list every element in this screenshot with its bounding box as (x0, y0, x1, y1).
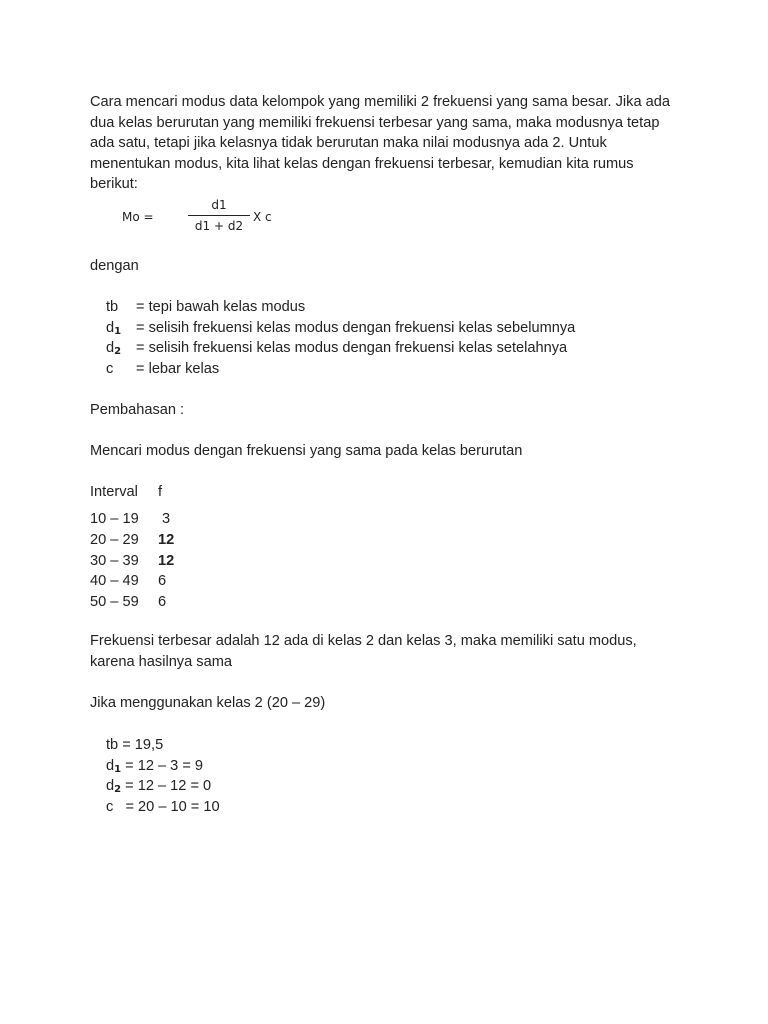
definition-symbol: c (106, 360, 114, 377)
definition-text: = selisih frekuensi kelas modus dengan frekuensi kelas sebelumnya (136, 319, 576, 336)
definition-item (106, 297, 575, 318)
table-row (90, 530, 198, 551)
calculation-list (106, 735, 220, 817)
calculation-item: $d_1 = 12 - 3 = 9$ (106, 757, 204, 775)
document-page (90, 0, 690, 1024)
fraction-bar (188, 215, 250, 216)
row-interval: 20 – 29 (90, 531, 139, 548)
intro-paragraph: Cara mencari modus data kelompok yang memiliki 2 frekuensi yang sama besar. Jika ada dua kelas berurutan yang memiliki frekuensi terbesar yang sama, maka modusnya tetap ada satu, tetapi jika kelasnya tidak berurutan maka nilai modusnya ada 2. Untuk menentukan modus, kita lihat kelas dengan frekuensi terbesar, kemudian kita rumus berikut: (90, 94, 670, 192)
terbesar-paragraph: Frekuensi terbesar adalah 12 ada di kelas 2 dan kelas 3, maka memiliki satu modus, karena hasilnya sama (90, 633, 637, 670)
formula-numerator: d1 (211, 198, 227, 212)
frequency-table-header (90, 482, 198, 503)
row-interval: 50 – 59 (90, 594, 139, 611)
calculation-item: tb = 19,5 (106, 737, 164, 753)
mencari-paragraph: Mencari modus dengan frekuensi yang sama pada kelas berurutan (90, 443, 523, 459)
pembahasan-heading: Pembahasan : (90, 402, 185, 418)
formula-denominator: d1 + d2 (194, 219, 244, 234)
definition-text: = tepi bawah kelas modus (136, 299, 306, 315)
table-row (90, 592, 198, 613)
row-frequency: 6 (158, 594, 167, 611)
definition-symbol: $d_1$ (106, 319, 122, 337)
definition-symbol: $d_2$ (106, 340, 122, 357)
row-interval: 40 – 49 (90, 573, 139, 590)
row-frequency: 12 (158, 552, 175, 569)
definition-item (106, 359, 575, 380)
definition-item (106, 338, 575, 359)
row-interval: 10 – 19 (90, 511, 139, 527)
row-frequency: 3 (158, 511, 171, 527)
definition-item (106, 318, 575, 339)
frequency-table (90, 509, 198, 613)
header-interval: Interval (90, 484, 138, 500)
dengan-label: dengan (90, 258, 139, 274)
calculation-item: c = 20 – 10 = 10 (106, 798, 220, 815)
definition-text: = selisih frekuensi kelas modus dengan frekuensi kelas setelahnya (136, 340, 568, 356)
calculation-item: $d_2 = 12 - 12 = 0$ (106, 778, 212, 795)
row-frequency: 6 (158, 573, 167, 590)
row-interval: 30 – 39 (90, 552, 139, 569)
row-frequency: 12 (158, 531, 175, 548)
formula-rhs: X c (253, 210, 272, 224)
table-row (90, 551, 198, 572)
mode-formula (122, 196, 382, 236)
definition-symbol: tb (106, 299, 119, 315)
formula-fraction (188, 196, 250, 235)
table-row (90, 509, 198, 530)
jika-paragraph: Jika menggunakan kelas 2 (20 – 29) (90, 695, 326, 711)
definitions-list (106, 297, 575, 379)
table-row (90, 571, 198, 592)
formula-lhs: Mo = (122, 210, 154, 224)
definition-text: = lebar kelas (136, 360, 220, 377)
header-frequency: f (158, 484, 163, 500)
